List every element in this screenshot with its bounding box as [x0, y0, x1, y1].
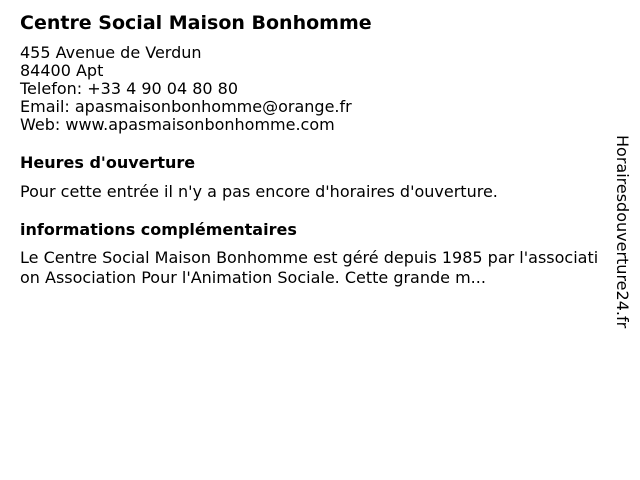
site-brand-vertical: Horairesdouverture24.fr [613, 135, 632, 329]
info-heading: informations complémentaires [20, 220, 297, 239]
website-line[interactable]: Web: www.apasmaisonbonhomme.com [20, 115, 335, 134]
city-postal: 84400 Apt [20, 61, 104, 80]
email-line[interactable]: Email: apasmaisonbonhomme@orange.fr [20, 97, 352, 116]
address-block [20, 44, 600, 134]
hours-heading: Heures d'ouverture [20, 153, 196, 172]
main-content [20, 10, 600, 288]
street-address: 455 Avenue de Verdun [20, 43, 202, 62]
page-title: Centre Social Maison Bonhomme [20, 12, 372, 34]
hours-text: Pour cette entrée il n'y a pas encore d'horaires d'ouverture. [20, 182, 498, 201]
info-text: Le Centre Social Maison Bonhomme est géré depuis 1985 par l'association Association Pour l'Animation Sociale. Cette grande m... [20, 248, 599, 287]
phone-line[interactable]: Telefon: +33 4 90 04 80 80 [20, 79, 239, 98]
